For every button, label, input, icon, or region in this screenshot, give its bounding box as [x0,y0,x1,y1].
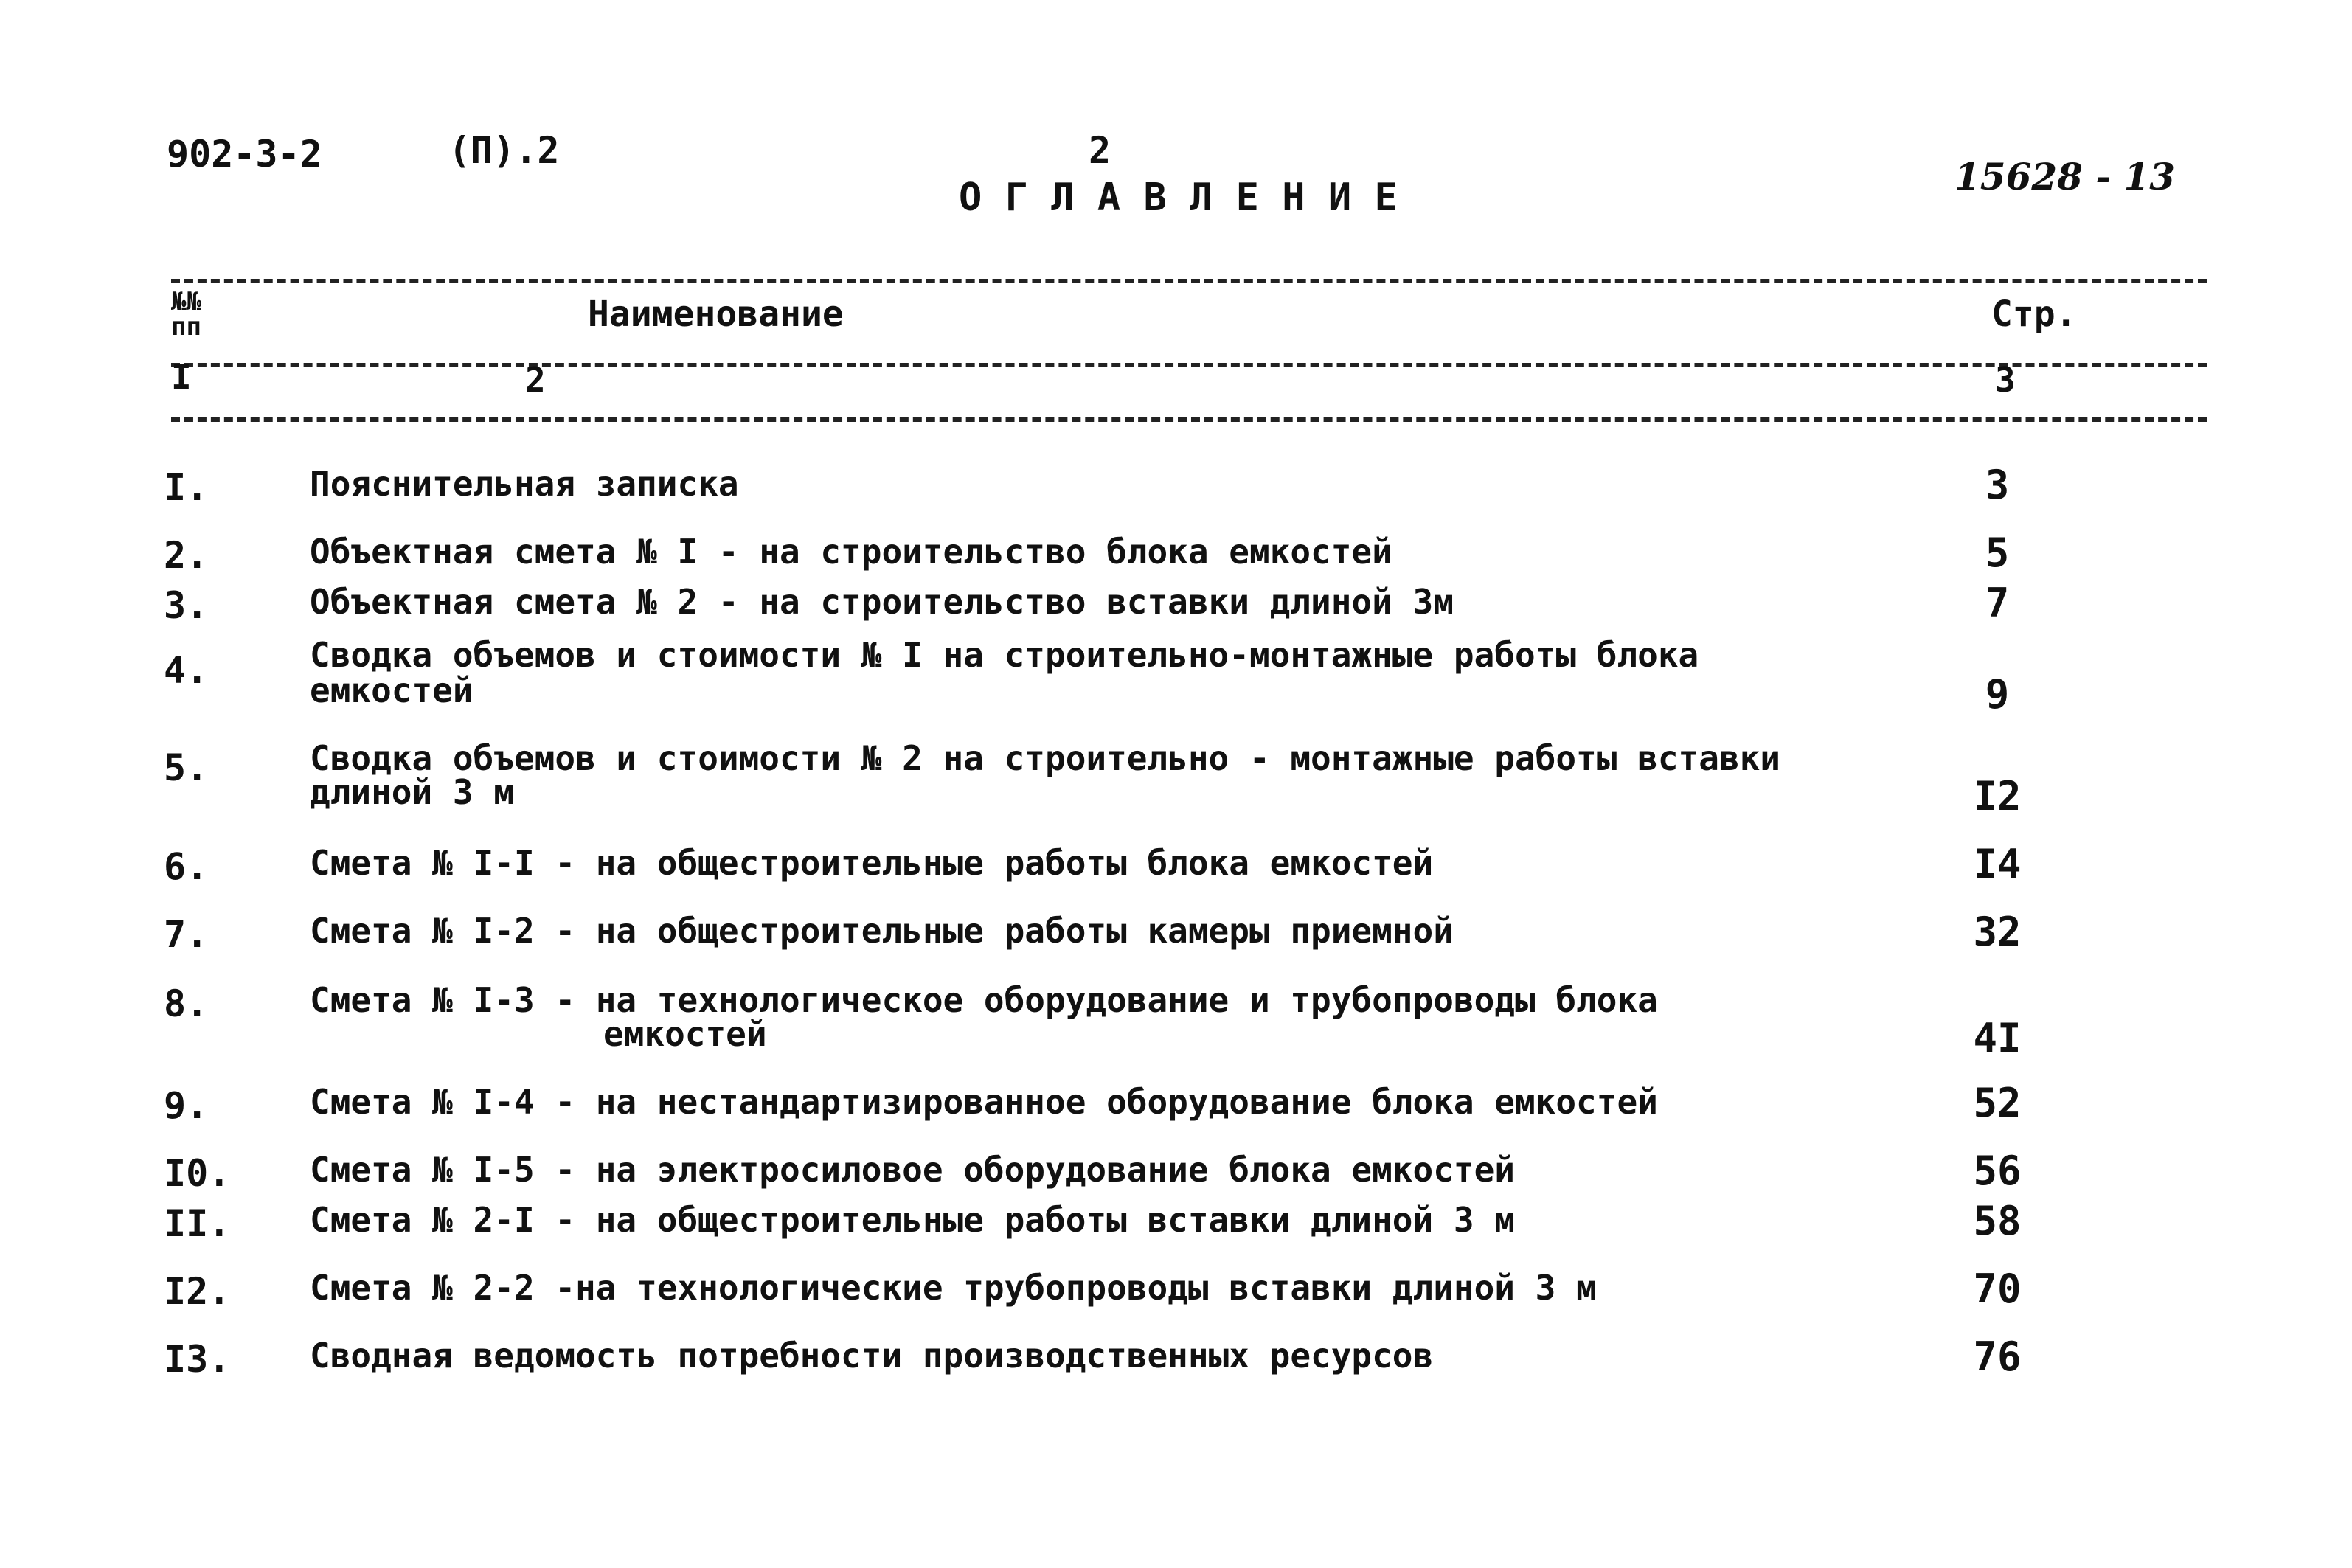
row-title: Объектная смета № 2 - на строительство вставки длиной 3м [310,582,1454,622]
row-page: 5 [1985,530,2010,576]
page-title: О Г Л А В Л Е Н И Е [959,176,1398,220]
row-title: Объектная смета № I - на строительство блока емкостей [310,532,1392,572]
column-index-1: I [171,357,192,397]
album-number: (П).2 [448,129,560,172]
row-page: 9 [1985,671,2010,718]
row-page: I4 [1973,841,2022,887]
row-title: Смета № 2-I - на общестроительные работы вставки длиной 3 м [310,1200,1515,1240]
row-number: II. [164,1202,231,1245]
row-number: 6. [164,845,209,888]
row-number: I. [164,466,209,509]
row-number: I0. [164,1152,231,1195]
row-title-continuation: длиной 3 м [310,772,514,812]
row-number: 9. [164,1084,209,1127]
row-page: 3 [1985,462,2010,508]
row-number: 7. [164,913,209,956]
column-index-3: 3 [1995,360,2016,400]
row-number: I3. [164,1338,231,1381]
row-page: 32 [1973,909,2022,955]
row-title: Сводная ведомость потребности производственных ресурсов [310,1336,1434,1376]
row-title: Пояснительная записка [310,464,739,504]
row-number: 3. [164,584,209,627]
row-title: Смета № I-I - на общестроительные работы блока емкостей [310,843,1434,883]
row-number: 5. [164,746,209,789]
row-page: 7 [1985,580,2010,626]
row-title: Смета № I-5 - на электросиловое оборудование блока емкостей [310,1150,1515,1190]
row-page: 58 [1973,1198,2022,1244]
row-number: 4. [164,649,209,692]
page-number: 2 [1089,129,1111,172]
row-page: 56 [1973,1148,2022,1194]
row-page: I2 [1973,773,2022,819]
row-number: I2. [164,1270,231,1313]
column-index-2: 2 [525,360,546,400]
row-page: 76 [1973,1333,2022,1380]
row-title-continuation: емкостей [603,1014,767,1054]
document-code: 902-3-2 [167,133,322,176]
row-title: Смета № I-2 - на общестроительные работы камеры приемной [310,911,1454,951]
column-header-page: Стр. [1991,294,2077,335]
row-title: Смета № 2-2 -на технологические трубопроводы вставки длиной 3 м [310,1268,1597,1308]
column-header-name: Наименование [588,294,844,335]
row-title: Смета № I-3 - на технологическое оборудование и трубопроводы блока [310,980,1658,1020]
column-header-number: №№ пп [171,287,201,341]
handwritten-mark: 15628 - 13 [1954,155,2176,198]
header-index-divider [171,363,2207,367]
row-title-continuation: емкостей [310,670,473,710]
row-page: 52 [1973,1080,2022,1126]
row-page: 70 [1973,1266,2022,1312]
row-title: Смета № I-4 - на нестандартизированное оборудование блока емкостей [310,1082,1658,1122]
header-top-divider [171,279,2207,283]
row-page: 4I [1973,1015,2022,1061]
row-number: 8. [164,982,209,1025]
row-title: Сводка объемов и стоимости № I на строительно-монтажные работы блока [310,635,1699,675]
row-number: 2. [164,534,209,577]
header-bottom-divider [171,417,2207,422]
row-title: Сводка объемов и стоимости № 2 на строительно - монтажные работы вставки [310,738,1780,778]
